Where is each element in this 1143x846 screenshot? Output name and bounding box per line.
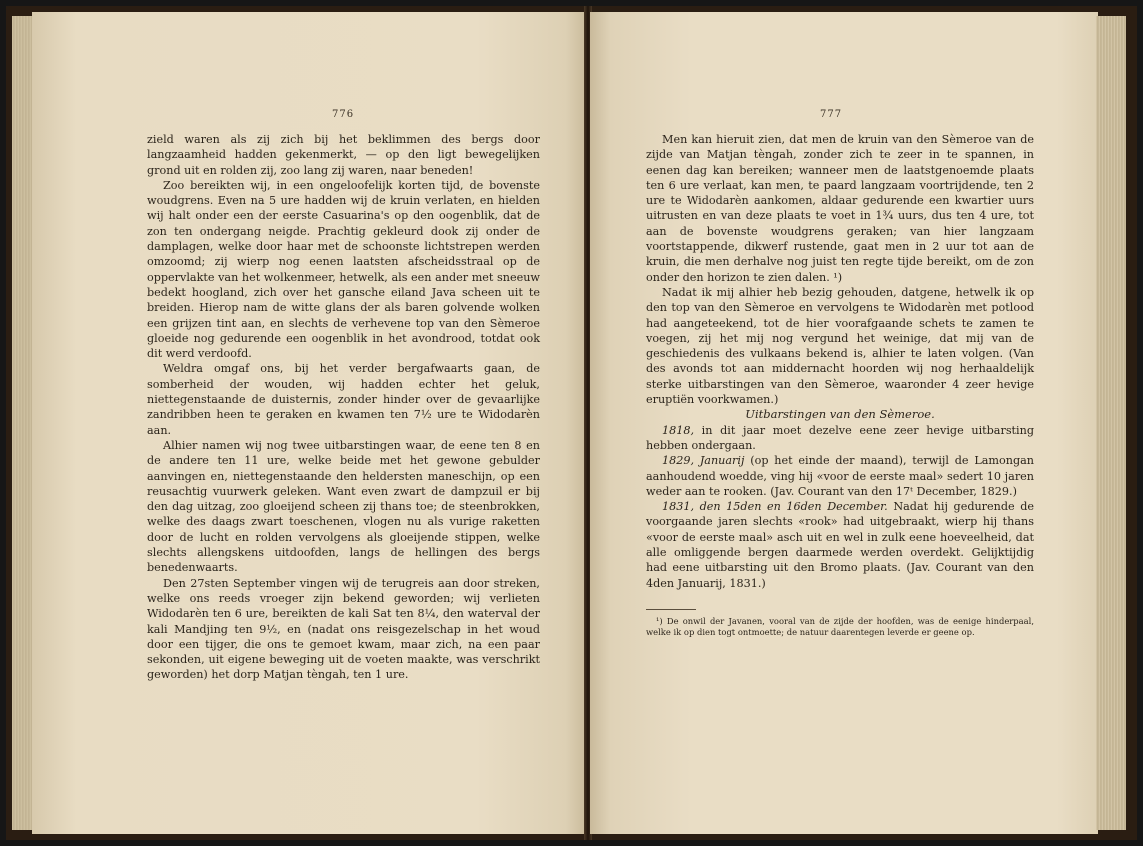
entry-text-1818: in dit jaar moet dezelve eene zeer hevige uitbarsting hebben ondergaan.: [646, 423, 1034, 452]
entry-date-1829: 1829, Januarij: [662, 454, 745, 468]
right-page-edges: [1096, 16, 1126, 830]
eruptions-heading: Uitbarstingen van den Sèmeroe.: [745, 407, 935, 422]
left-page: [32, 12, 588, 834]
eruption-entry-1829: [646, 453, 1034, 499]
right-paragraph-1: Men kan hieruit zien, dat men de kruin van den Sèmeroe van de zijde van Matjan tèngah, zonder zich te zeer in te spannen, in eenen dag kan bereiken; wanneer men de laatstgenoemde plaats ten 6 ure verlaat, kan men, te paard langzaam voortrijdende, ten 2 ure te Widodarèn aankomen, aldaar gedurende een kwartier uurs uitrusten en van deze plaats te voet in 1¾ uurs, dus ten 4 ure, tot aan de bovenste woudgrens geraken; van hier langzaam voortstappende, dikwerf rustende, gaat men in 2 uur tot aan de kruin, die men derhalve nog juist ten regte tijde bereikt, om de zon onder den horizon te zien dalen. ¹): [646, 133, 1034, 284]
footnote-rule: [646, 609, 696, 610]
left-page-body: [147, 132, 540, 683]
open-book: [6, 6, 1137, 840]
left-paragraph-2: Zoo bereikten wij, in een ongeloofelijk korten tijd, de bovenste woudgrens. Even na 5 ure hadden wij de kruin verlaten, en hielden wij halt onder een der eerste Casuarina's op den oogenblik, dat de zon ten ondergang neigde. Prachtig gekleurd dook zij onder de damplagen, welke door haar met de schoonste lichtstrepen werden omzoomd; zij wierp nog eenen laatsten afscheidsstraal op de oppervlakte van het wolkenmeer, hetwelk, als een ander met sneeuw bedekt hoogland, zich over het gansche eiland Java scheen uit te breiden. Hierop nam de witte glans der als baren golvende wolken een grijzen tint aan, en slechts de verhevene top van den Sèmeroe gloeide nog gedurende een oogenblik in het avondrood, totdat ook dit werd verdoofd.: [147, 178, 540, 361]
left-page-number: 776: [332, 109, 355, 120]
footnote-text: ¹) De onwil der Javanen, vooral van de zijde der hoofden, was de eenige hinderpaal, welke ik op dien togt ontmoette; de natuur daarentegen leverde er geene op.: [646, 615, 1034, 637]
left-paragraph-5: Den 27sten September vingen wij de terugreis aan door streken, welke ons reeds vroeger zijn bekend geworden; wij verlieten Widodarèn ten 6 ure, bereikten de kali Sat ten 8¼, den waterval der kali Mandjing ten 9½, en (nadat ons reisgezelschap in het woud door een tijger, die ons te gemoet kwam, maar zich, na een paar sekonden, uit eigene beweging uit de voeten maakte, was verschrikt geworden) het dorp Matjan tèngah, ten 1 ure.: [147, 576, 540, 682]
eruption-entry-1818: [646, 423, 1034, 454]
eruption-entry-1831: [646, 499, 1034, 591]
right-page-number: 777: [820, 109, 843, 120]
footnote: [646, 616, 1034, 638]
left-paragraph-4: Alhier namen wij nog twee uitbarstingen waar, de eene ten 8 en de andere ten 11 ure, welke beide met het gewone gebulder aanvingen en, niettegenstaande den heldersten maneschijn, op een reusachtig vuurwerk geleken. Want even zwart de dampzuil er bij den dag uitzag, zoo gloeijend scheen zij thans toe; de steenbrokken, welke des daags zwart toeschenen, vlogen nu als vurige raketten door de lucht en rolden vervolgens als gloeijende stippen, welke slechts allengskens uitdoofden, langs de hellingen des bergs benedenwaarts.: [147, 438, 540, 575]
entry-date-1818: 1818,: [662, 423, 695, 437]
left-page-edges: [12, 16, 34, 830]
left-paragraph-3: Weldra omgaf ons, bij het verder bergafwaarts gaan, de somberheid der wouden, wij hadden echter het geluk, niettegenstaande de duisternis, zonder hinder over de gevaarlijke zandribben heen te geraken en kwamen ten 7½ ure te Widodarèn aan.: [147, 362, 540, 437]
left-paragraph-1: zield waren als zij zich bij het beklimmen des bergs door langzaamheid hadden gekenmerkt, — op den ligt bewegelijken grond uit en rolden zij, zoo lang zij waren, naar beneden!: [147, 133, 540, 177]
right-paragraph-2: Nadat ik mij alhier heb bezig gehouden, datgene, hetwelk ik op den top van den Sèmeroe en vervolgens te Widodarèn met potlood had aangeteekend, tot de hier voorafgaande schets te zamen te voegen, zij het mij nog vergund het weinige, dat mij van de geschiedenis des vulkaans bekend is, alhier te laten volgen. (Van des avonds tot aan middernacht hoorden wij nog herhaaldelijk sterke uitbarstingen van den Sèmeroe, waaronder 4 zeer hevige eruptiën voorkwamen.): [646, 285, 1034, 407]
right-page: [590, 12, 1098, 834]
entry-date-1831: 1831, den 15den en 16den December.: [662, 500, 888, 514]
right-page-body: [646, 132, 1034, 638]
entry-text-1831: Nadat hij gedurende de voorgaande jaren slechts «rook» had uitgebraakt, wierp hij thans «voor de eerste maal» asch uit en wel in zulk eene hoeveelheid, dat alle omliggende bergen daarmede werden overdekt. Gelijktijdig had eene uitbarsting uit den Bromo plaats. (Jav. Courant van den 4den Januarij, 1831.): [646, 500, 1035, 590]
entry-text-1829: (op het einde der maand), terwijl de Lamongan aanhoudend woedde, ving hij «voor de eerste maal» sedert 10 jaren weder aan te rooken. (Jav. Courant van den 17ᵗ December, 1829.): [646, 454, 1035, 498]
